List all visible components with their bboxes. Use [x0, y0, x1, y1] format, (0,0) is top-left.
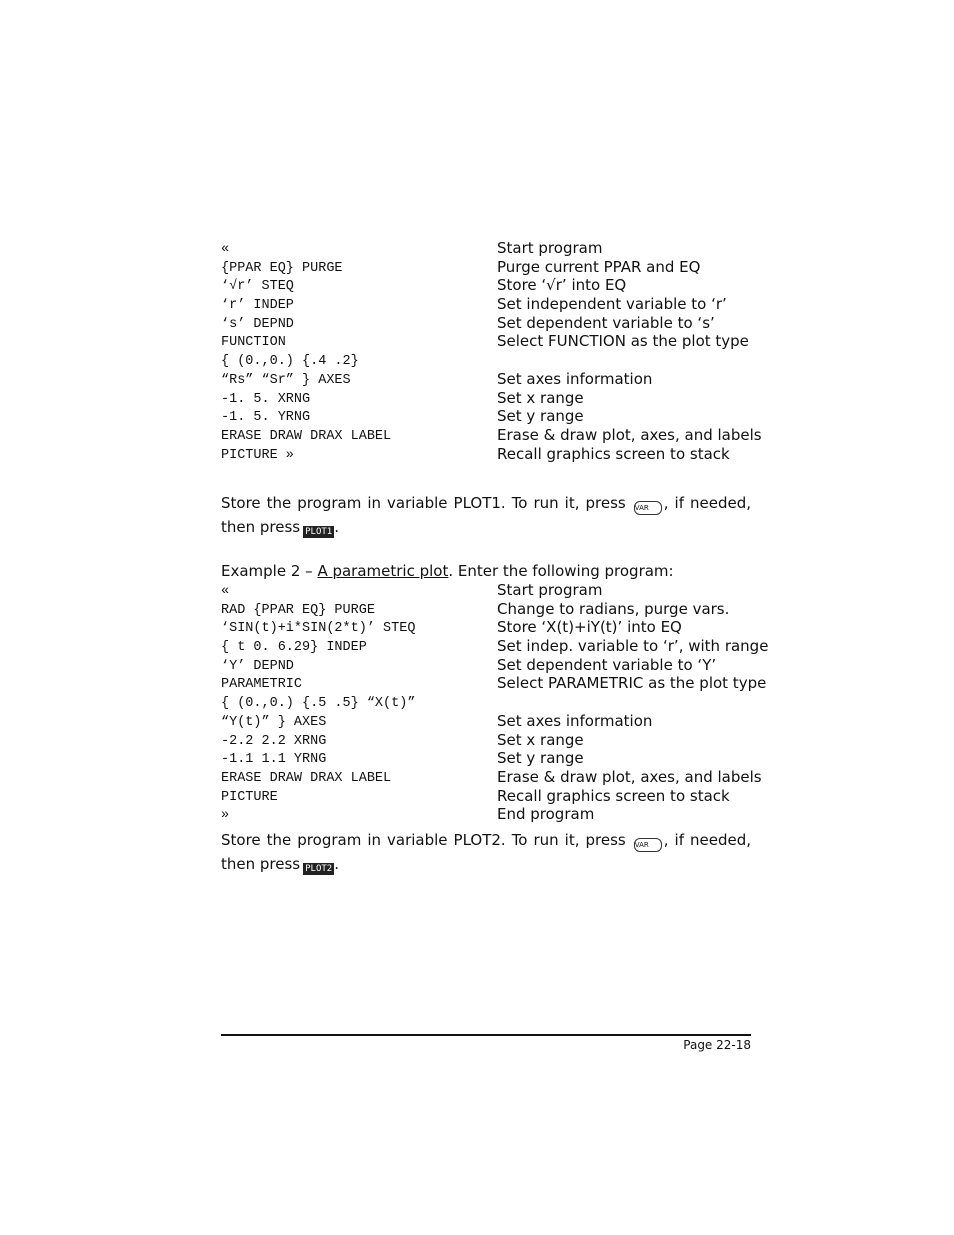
- program-line: [221, 351, 751, 370]
- program-line: [221, 445, 751, 464]
- program-comment: Set x range: [497, 730, 584, 749]
- program-comment: Erase & draw plot, axes, and labels: [497, 425, 762, 444]
- program-comment: Store ‘X(t)+iY(t)’ into EQ: [497, 618, 682, 637]
- program-comment: Change to radians, purge vars.: [497, 599, 730, 618]
- program-code: FUNCTION: [221, 335, 286, 351]
- program-line: [221, 618, 751, 637]
- program-line: [221, 600, 751, 619]
- example2-prefix: Example 2 –: [221, 562, 318, 580]
- program-line: [221, 581, 751, 600]
- program-line: [221, 258, 751, 277]
- example1-store-instructions: [221, 491, 751, 539]
- program-comment: Store ‘√r’ into EQ: [497, 276, 627, 295]
- program-line: [221, 693, 751, 712]
- program-code: “Y(t)” } AXES: [221, 714, 327, 730]
- program-code: {PPAR EQ} PURGE: [221, 260, 343, 276]
- program-code: «: [221, 584, 230, 599]
- program-code: ‘SIN(t)+i*SIN(2*t)’ STEQ: [221, 621, 416, 637]
- program-line: [221, 407, 751, 426]
- program-code: -2.2 2.2 XRNG: [221, 733, 327, 749]
- example2-period: .: [334, 855, 339, 873]
- program-comment: Select FUNCTION as the plot type: [497, 332, 749, 351]
- example1-store-text2: , if needed, then press: [221, 494, 751, 536]
- program-line: [221, 276, 751, 295]
- page-number: Page 22-18: [683, 1038, 751, 1052]
- program-line: [221, 314, 751, 333]
- example2-store-text: Store the program in variable PLOT2. To run it, press: [221, 831, 626, 849]
- program-line: [221, 656, 751, 675]
- program-code: -1. 5. XRNG: [221, 391, 311, 407]
- program-comment: Set indep. variable to ‘r’, with range: [497, 637, 769, 656]
- program-comment: Start program: [497, 581, 603, 599]
- var-key-icon: VAR: [634, 838, 662, 852]
- program-code: PICTURE: [221, 789, 278, 805]
- program-comment: Set independent variable to ‘r’: [497, 295, 727, 314]
- example1-program-listing: [221, 239, 762, 463]
- program-code: ‘Y’ DEPND: [221, 658, 294, 674]
- example2-program-listing: [221, 581, 769, 824]
- program-code: ‘√r’ STEQ: [221, 279, 294, 295]
- program-comment: Start program: [497, 239, 603, 257]
- program-comment: Recall graphics screen to stack: [497, 444, 730, 463]
- program-comment: End program: [497, 805, 595, 824]
- program-code: -1.1 1.1 YRNG: [221, 752, 327, 768]
- var-key-icon: VAR: [634, 501, 662, 515]
- example2-suffix: . Enter the following program:: [448, 562, 674, 580]
- program-comment: Recall graphics screen to stack: [497, 786, 730, 805]
- example1-period: .: [334, 518, 339, 536]
- program-line: [221, 712, 751, 731]
- program-code: »: [221, 808, 230, 824]
- program-comment: Set axes information: [497, 711, 653, 730]
- plot2-softkey-icon: PLOT2: [305, 864, 333, 874]
- program-code: “Rs” “Sr” } AXES: [221, 372, 351, 388]
- program-code: PICTURE »: [221, 447, 294, 463]
- program-comment: Set dependent variable to ‘Y’: [497, 655, 717, 674]
- program-comment: Set y range: [497, 749, 584, 768]
- program-line: [221, 749, 751, 768]
- program-code: RAD {PPAR EQ} PURGE: [221, 602, 375, 618]
- program-line: [221, 332, 751, 351]
- example2-store-text2: , if needed, then press: [221, 831, 751, 873]
- plot1-softkey-icon: PLOT1: [305, 527, 333, 537]
- program-line: [221, 637, 769, 656]
- program-line: [221, 370, 751, 389]
- program-line: [221, 389, 751, 408]
- program-comment: Set y range: [497, 407, 584, 426]
- program-comment: Set axes information: [497, 369, 653, 388]
- example2-heading: [221, 562, 674, 580]
- program-code: { (0.,0.) {.5 .5} “X(t)”: [221, 696, 416, 712]
- program-code: PARAMETRIC: [221, 677, 303, 693]
- program-line: [221, 425, 762, 445]
- program-comment: Erase & draw plot, axes, and labels: [497, 767, 762, 786]
- program-line: [221, 731, 751, 750]
- program-comment: Set x range: [497, 388, 584, 407]
- program-code: ‘s’ DEPND: [221, 316, 294, 332]
- program-line: [221, 674, 767, 693]
- program-comment: Select PARAMETRIC as the plot type: [497, 674, 767, 693]
- example1-store-text: Store the program in variable PLOT1. To run it, press: [221, 494, 626, 512]
- program-code: ‘r’ INDEP: [221, 298, 294, 314]
- program-code: ERASE DRAW DRAX LABEL: [221, 428, 392, 444]
- program-line: [221, 239, 751, 258]
- program-code: { t 0. 6.29} INDEP: [221, 640, 367, 656]
- program-code: { (0.,0.) {.4 .2}: [221, 354, 359, 370]
- example2-title: A parametric plot: [317, 562, 449, 580]
- program-code: -1. 5. YRNG: [221, 410, 311, 426]
- program-line: [221, 767, 762, 787]
- program-comment: Set dependent variable to ‘s’: [497, 313, 715, 332]
- program-line: [221, 295, 751, 314]
- program-line: [221, 787, 751, 806]
- footer-rule: [221, 1034, 751, 1036]
- program-comment: Purge current PPAR and EQ: [497, 257, 701, 276]
- example2-store-instructions: [221, 828, 751, 876]
- program-code: «: [221, 242, 230, 257]
- program-line: [221, 805, 751, 824]
- program-code: ERASE DRAW DRAX LABEL: [221, 770, 392, 786]
